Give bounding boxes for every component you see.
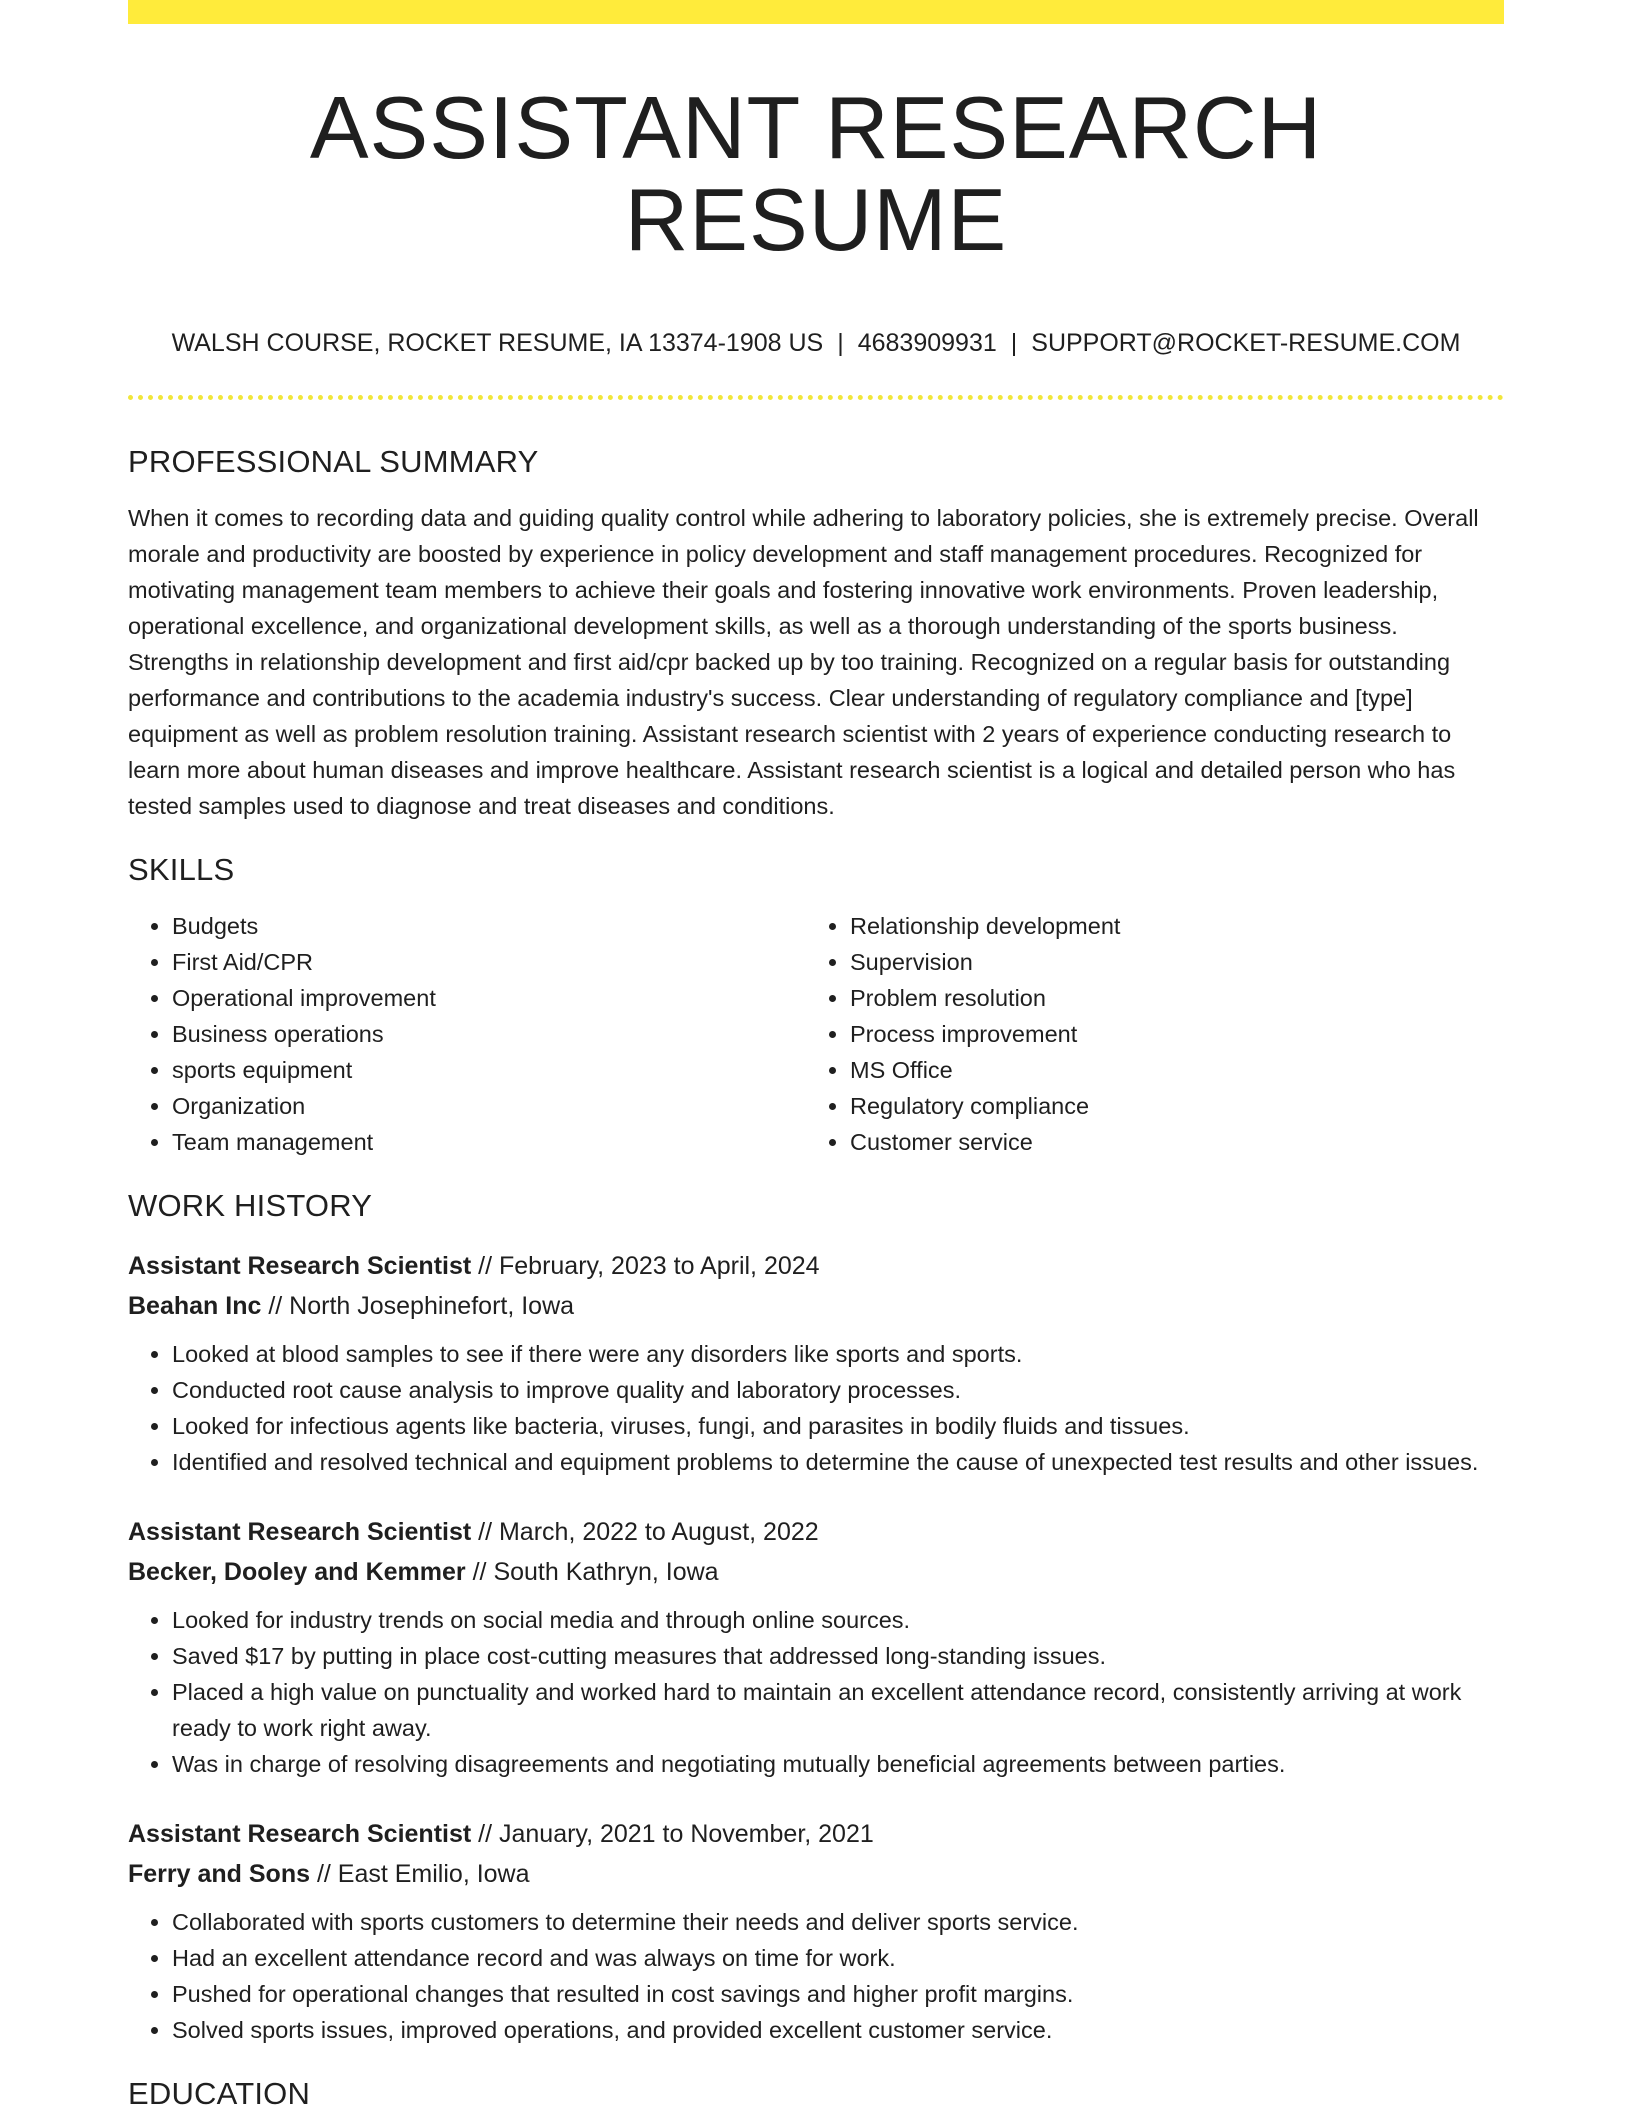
job-bullet: • Collaborated with sports customers to determine their needs and deliver sports service. [172,1904,1504,1940]
job-dates: // February, 2023 to April, 2024 [471,1251,820,1280]
job-company-line [128,1552,1504,1592]
job-bullets [128,1336,1504,1480]
job-dates: // March, 2022 to August, 2022 [471,1517,819,1546]
job-company: Beahan Inc [128,1291,262,1320]
contact-separator: | [1010,328,1018,357]
skill-item: • Organization [172,1088,806,1124]
job-company: Becker, Dooley and Kemmer [128,1557,466,1586]
job-title-line [128,1246,1504,1286]
job-bullet: • Saved $17 by putting in place cost-cutting measures that addressed long-standing issues. [172,1638,1504,1674]
job-title: Assistant Research Scientist [128,1517,472,1546]
job-company: Ferry and Sons [128,1859,310,1888]
resume-title: ASSISTANT RESEARCH RESUME [309,78,1323,270]
contact-address: WALSH COURSE, ROCKET RESUME, IA 13374-1908 US [171,328,824,357]
skills-columns [128,908,1504,1160]
skill-item: • Relationship development [850,908,1484,944]
skills-section [128,850,1504,1160]
dotted-divider [128,395,1504,400]
job-location: // East Emilio, Iowa [310,1859,530,1888]
skill-item: • Process improvement [850,1016,1484,1052]
skill-item: • Budgets [172,908,806,944]
job-title-line [128,1512,1504,1552]
section-heading: EDUCATION [128,2075,311,2111]
contact-phone: 4683909931 [857,328,997,357]
job-entry [128,1246,1504,1480]
job-bullet: • Pushed for operational changes that resulted in cost savings and higher profit margins. [172,1976,1504,2012]
job-bullet: • Looked for industry trends on social media and through online sources. [172,1602,1504,1638]
skill-item: • Operational improvement [172,980,806,1016]
skill-item: • Customer service [850,1124,1484,1160]
job-company-line [128,1854,1504,1894]
professional-summary-section [128,442,1504,824]
section-heading: PROFESSIONAL SUMMARY [128,443,539,479]
resume-page [128,0,1504,2114]
job-location: // North Josephinefort, Iowa [261,1291,575,1320]
skill-item: • MS Office [850,1052,1484,1088]
section-heading: WORK HISTORY [128,1187,373,1223]
skill-item: • Team management [172,1124,806,1160]
summary-text: When it comes to recording data and guiding quality control while adhering to laboratory policies, she is extremely precise. Overall morale and productivity are boosted by experience in policy development and staff management procedures. Recognized for motivating management team members to achieve their goals and fostering innovative work environments. Proven leadership, operational excellence, and organizational development skills, as well as a thorough understanding of the sports business. Strengths in relationship development and first aid/cpr backed up by too training. Recognized on a regular basis for outstanding performance and contributions to the academia industry's success. Clear understanding of regulatory compliance and [type] equipment as well as problem resolution training. Assistant research scientist with 2 years of experience conducting research to learn more about human diseases and improve healthcare. Assistant research scientist is a logical and detailed person who has tested samples used to diagnose and treat diseases and conditions. [128,504,1479,819]
job-bullet: • Looked for infectious agents like bacteria, viruses, fungi, and parasites in bodily fluids and tissues. [172,1408,1504,1444]
education-section [128,2074,1504,2114]
contact-line [128,327,1504,359]
skills-list-left [128,908,806,1160]
skill-item: • Regulatory compliance [850,1088,1484,1124]
contact-email: SUPPORT@ROCKET-RESUME.COM [1031,328,1461,357]
skill-item: • Business operations [172,1016,806,1052]
contact-separator: | [837,328,844,357]
skill-item: • First Aid/CPR [172,944,806,980]
job-entry [128,1512,1504,1782]
job-entry [128,1814,1504,2048]
job-title: Assistant Research Scientist [128,1819,472,1848]
job-bullet: • Was in charge of resolving disagreements and negotiating mutually beneficial agreements between parties. [172,1746,1504,1782]
job-bullet: • Conducted root cause analysis to improve quality and laboratory processes. [172,1372,1504,1408]
job-title-line [128,1814,1504,1854]
job-bullet: • Solved sports issues, improved operations, and provided excellent customer service. [172,2012,1504,2048]
job-bullet: • Had an excellent attendance record and was always on time for work. [172,1940,1504,1976]
job-location: // South Kathryn, Iowa [465,1557,719,1586]
accent-top-bar [128,0,1504,24]
job-bullets [128,1602,1504,1782]
work-history-section [128,1186,1504,2048]
skill-item: • Supervision [850,944,1484,980]
job-bullets [128,1904,1504,2048]
job-bullet: • Identified and resolved technical and equipment problems to determine the cause of unexpected test results and other issues. [172,1444,1504,1480]
job-company-line [128,1286,1504,1326]
section-heading: SKILLS [128,851,235,887]
skill-item: • Problem resolution [850,980,1484,1016]
job-bullet: • Placed a high value on punctuality and worked hard to maintain an excellent attendance record, consistently arriving at work ready to work right away. [172,1674,1504,1746]
job-dates: // January, 2021 to November, 2021 [471,1819,874,1848]
skill-item: • sports equipment [172,1052,806,1088]
job-bullet: • Looked at blood samples to see if there were any disorders like sports and sports. [172,1336,1504,1372]
skills-list-right [806,908,1484,1160]
job-title: Assistant Research Scientist [128,1251,472,1280]
